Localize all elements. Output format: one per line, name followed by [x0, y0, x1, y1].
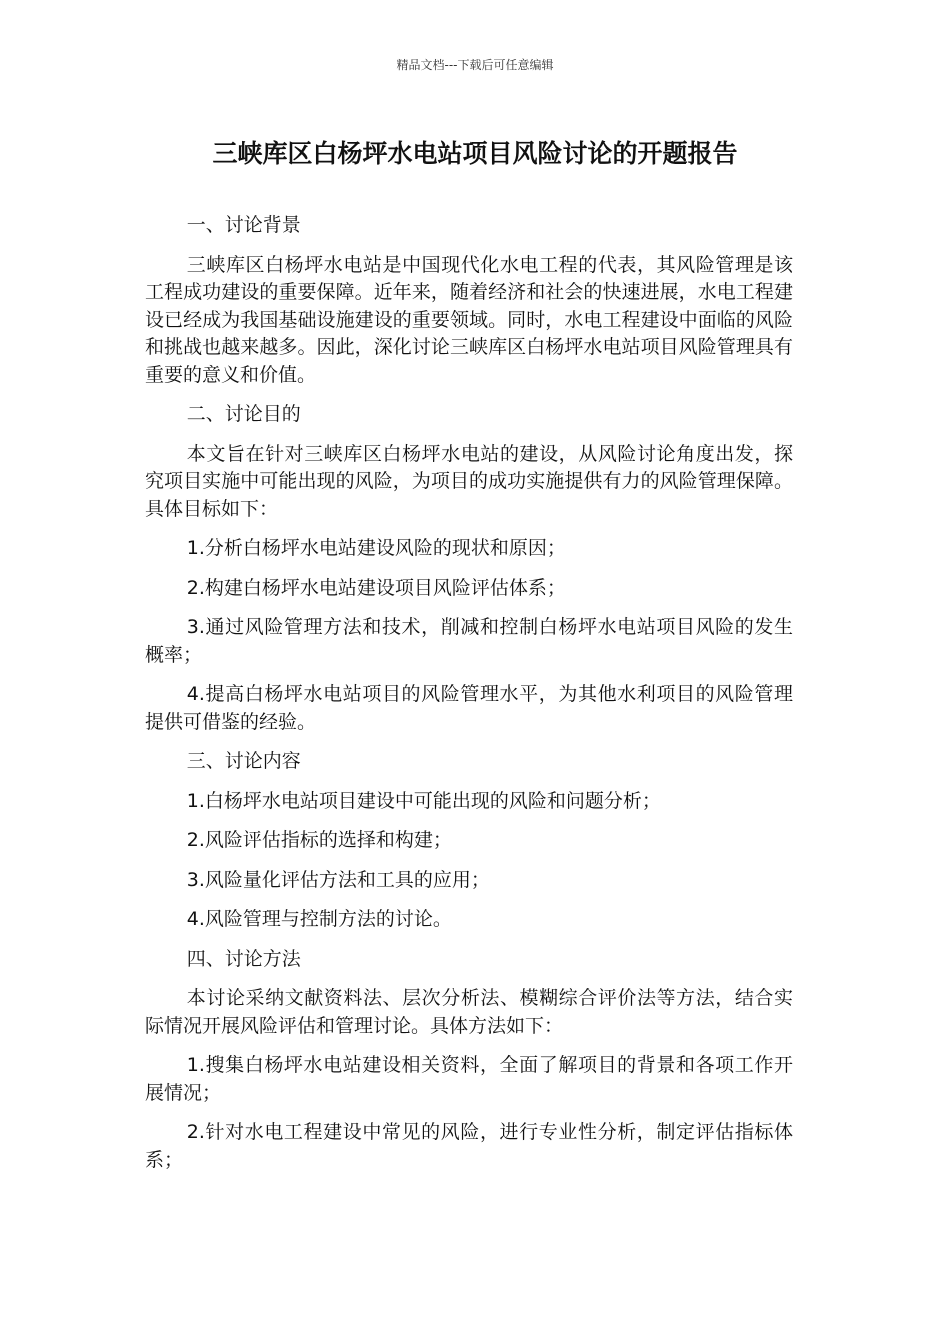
list-item-purpose-1: 1.分析白杨坪水电站建设风险的现状和原因；	[186, 537, 566, 559]
list-item-content-3: 3.风险量化评估方法和工具的应用；	[186, 868, 490, 891]
section-heading-purpose: 二、讨论目的	[186, 403, 301, 425]
section-heading-content: 三、讨论内容	[186, 750, 301, 772]
section-heading-background: 一、讨论背景	[186, 214, 301, 236]
list-item-purpose-2: 2.构建白杨坪水电站建设项目风险评估体系；	[186, 576, 566, 599]
list-item-content-1: 1.白杨坪水电站项目建设中可能出现的风险和问题分析；	[186, 789, 661, 812]
list-item-purpose-3: 3.通过风险管理方法和技术，削减和控制白杨坪水电站项目风险的发生概率；	[145, 616, 793, 666]
document-title: 三峡库区白杨坪水电站项目风险讨论的开题报告	[212, 139, 738, 168]
paragraph-background: 三峡库区白杨坪水电站是中国现代化水电工程的代表，其风险管理是该工程成功建设的重要保障。近年来，随着经济和社会的快速进展，水电工程建设已经成为我国基础设施建设的重要领域。同时，水电工程建设中面临的风险和挑战也越来越多。因此，深化讨论三峡库区白杨坪水电站项目风险管理具有重要的意义和价值。	[145, 253, 793, 386]
list-item-content-2: 2.风险评估指标的选择和构建；	[186, 829, 452, 851]
list-item-purpose-4: 4.提高白杨坪水电站项目的风险管理水平，为其他水利项目的风险管理提供可借鉴的经验。	[145, 683, 793, 733]
page-header: 精品文档---下载后可任意编辑	[396, 58, 554, 72]
paragraph-method: 本讨论采纳文献资料法、层次分析法、模糊综合评价法等方法，结合实际情况开展风险评估和管理讨论。具体方法如下：	[145, 987, 793, 1037]
list-item-content-4: 4.风险管理与控制方法的讨论。	[186, 908, 452, 930]
section-heading-method: 四、讨论方法	[186, 947, 301, 970]
list-item-method-2: 2.针对水电工程建设中常见的风险，进行专业性分析，制定评估指标体系；	[145, 1121, 793, 1171]
paragraph-purpose: 本文旨在针对三峡库区白杨坪水电站的建设，从风险讨论角度出发，探究项目实施中可能出现的风险，为项目的成功实施提供有力的风险管理保障。具体目标如下：	[145, 442, 793, 520]
document-body	[145, 212, 793, 1186]
list-item-method-1: 1.搜集白杨坪水电站建设相关资料，全面了解项目的背景和各项工作开展情况；	[145, 1054, 793, 1104]
